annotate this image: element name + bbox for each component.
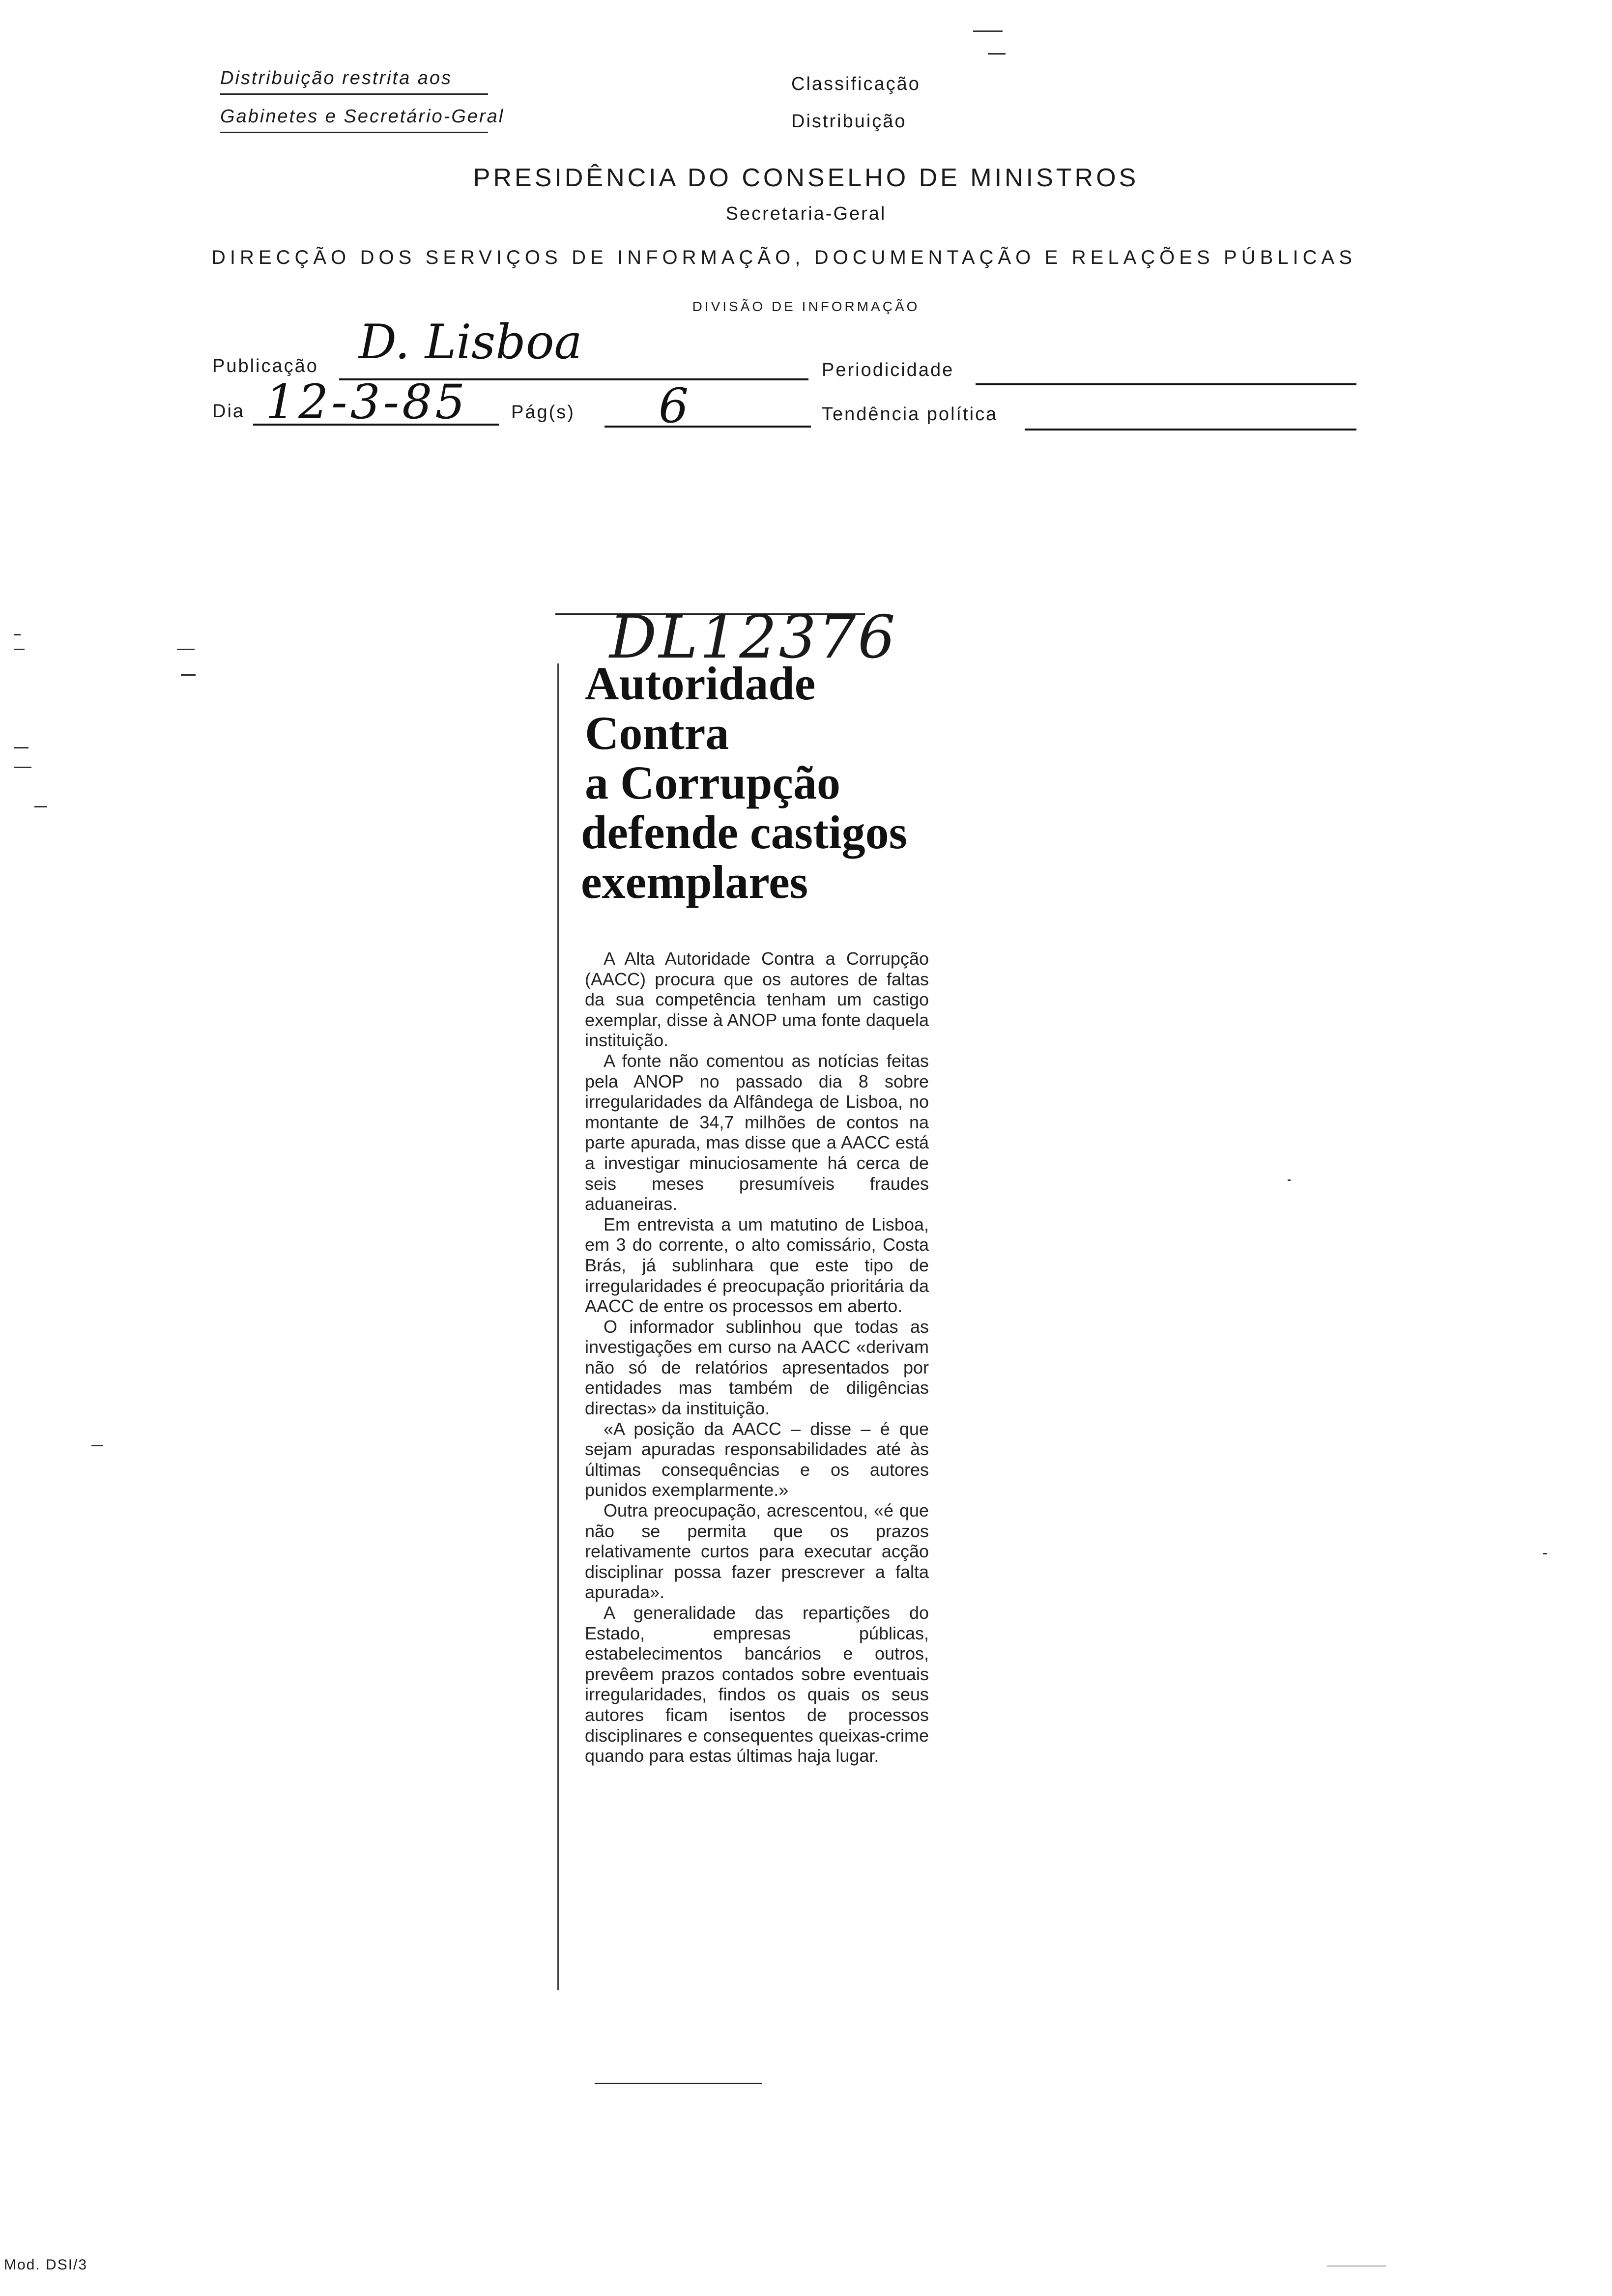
- institution-name: PRESIDÊNCIA DO CONSELHO DE MINISTROS: [473, 164, 1139, 192]
- headline-line: exemplares: [581, 856, 808, 908]
- article-headline: [581, 657, 929, 908]
- clipping-bottom-rule: [595, 2083, 762, 2084]
- newspaper-clipping: [555, 603, 929, 2079]
- article-paragraph: Em entrevista a um matutino de Lisboa, em 3 do corrente, o alto comissário, Costa Brás, já sublinhara que este tipo de irregularidades é preocupação prioritária da AACC de entre os processos em aberto.: [585, 1214, 929, 1317]
- directorate-word: INFORMAÇÃO,: [617, 247, 805, 268]
- scan-mark: [1543, 1553, 1547, 1554]
- clipping-left-border: [557, 663, 559, 1990]
- periodicity-underline: [976, 383, 1356, 385]
- day-label: Dia: [212, 401, 245, 422]
- periodicity-label: Periodicidade: [822, 360, 954, 380]
- headline-line: Autoridade: [585, 657, 816, 710]
- political-tendency-label: Tendência política: [822, 404, 998, 425]
- article-body: [585, 948, 929, 1766]
- scan-mark: [14, 767, 31, 768]
- pages-value: 6: [659, 378, 689, 433]
- pages-label: Pág(s): [511, 402, 575, 423]
- pages-underline: [604, 426, 811, 428]
- political-tendency-underline: [1025, 429, 1356, 430]
- headline-line: defende castigos: [581, 806, 907, 859]
- directorate-word: DOCUMENTAÇÃO: [814, 247, 1036, 268]
- scan-mark: [14, 747, 29, 748]
- scan-mark: [181, 674, 196, 676]
- directorate-word: DOS: [360, 247, 416, 268]
- department-name: Secretaria-Geral: [725, 203, 887, 224]
- scan-mark: [973, 30, 1003, 32]
- scan-mark: [1288, 1179, 1291, 1181]
- article-paragraph: «A posição da AACC – disse – é que sejam apuradas responsabilidades até às últimas consequências e os autores punidos exemplarmente.»: [585, 1418, 929, 1500]
- restriction-notice: [220, 68, 505, 146]
- publication-value: D. Lisboa: [359, 315, 582, 370]
- scan-mark: [91, 1445, 103, 1446]
- scan-mark: [1327, 2266, 1386, 2267]
- restriction-underline-1: [220, 93, 488, 95]
- day-value: 12-3-85: [265, 374, 468, 430]
- restriction-line-1: Distribuição restrita aos: [220, 68, 453, 88]
- form-code: Mod. DSI/3: [4, 2257, 88, 2273]
- headline-line: Contra: [585, 707, 729, 759]
- scan-mark: [14, 634, 21, 635]
- publication-label: Publicação: [212, 356, 318, 376]
- article-paragraph: Outra preocupação, acrescentou, «é que não se permita que os prazos relativamente curtos para executar acção disciplinar possa fazer prescrever a falta apurada».: [585, 1500, 929, 1603]
- article-paragraph: A generalidade das repartições do Estado, empresas públicas, estabelecimentos bancários e outros, prevêem prazos contados sobre eventuais irregularidades, findos os quais os seus autores ficam isentos de processos disciplinares e consequentes queixas-crime quando para estas últimas haja lugar.: [585, 1603, 929, 1766]
- headline-line: a Corrupção: [585, 756, 840, 809]
- directorate-name: [211, 247, 1356, 269]
- directorate-word: DE: [572, 247, 608, 268]
- restriction-underline-2: [220, 132, 488, 133]
- scan-mark: [14, 649, 25, 650]
- article-paragraph: A fonte não comentou as notícias feitas pela ANOP no passado dia 8 sobre irregularidades da Alfândega de Lisboa, no montante de 34,7 milhões de contos na parte apurada, mas disse que a AACC está a investigar minuciosamente há cerca de seis meses presumíveis fraudes aduaneiras.: [585, 1050, 929, 1214]
- directorate-word: DIRECÇÃO: [211, 247, 351, 268]
- scan-mark: [34, 806, 47, 807]
- article-paragraph: A Alta Autoridade Contra a Corrupção (AACC) procura que os autores de faltas da sua competência tenham um castigo exemplar, disse à ANOP uma fonte daquela instituição.: [585, 948, 929, 1051]
- directorate-word: RELAÇÕES: [1071, 247, 1214, 268]
- directorate-word: SERVIÇOS: [425, 247, 562, 268]
- scan-mark: [177, 649, 195, 650]
- article-paragraph: O informador sublinhou que todas as investigações em curso na AACC «derivam não só de relatórios apresentados por entidades mas também de diligências directas» da instituição.: [585, 1316, 929, 1419]
- directorate-word: PÚBLICAS: [1224, 247, 1356, 268]
- clipping-reference-number: DL12376: [609, 603, 897, 672]
- distribution-label: Distribuição: [791, 111, 907, 132]
- directorate-word: E: [1044, 247, 1063, 268]
- classification-label: Classificação: [791, 74, 921, 94]
- restriction-line-2: Gabinetes e Secretário-Geral: [220, 106, 505, 127]
- scan-mark: [988, 53, 1006, 55]
- division-name: DIVISÃO DE INFORMAÇÃO: [692, 299, 920, 314]
